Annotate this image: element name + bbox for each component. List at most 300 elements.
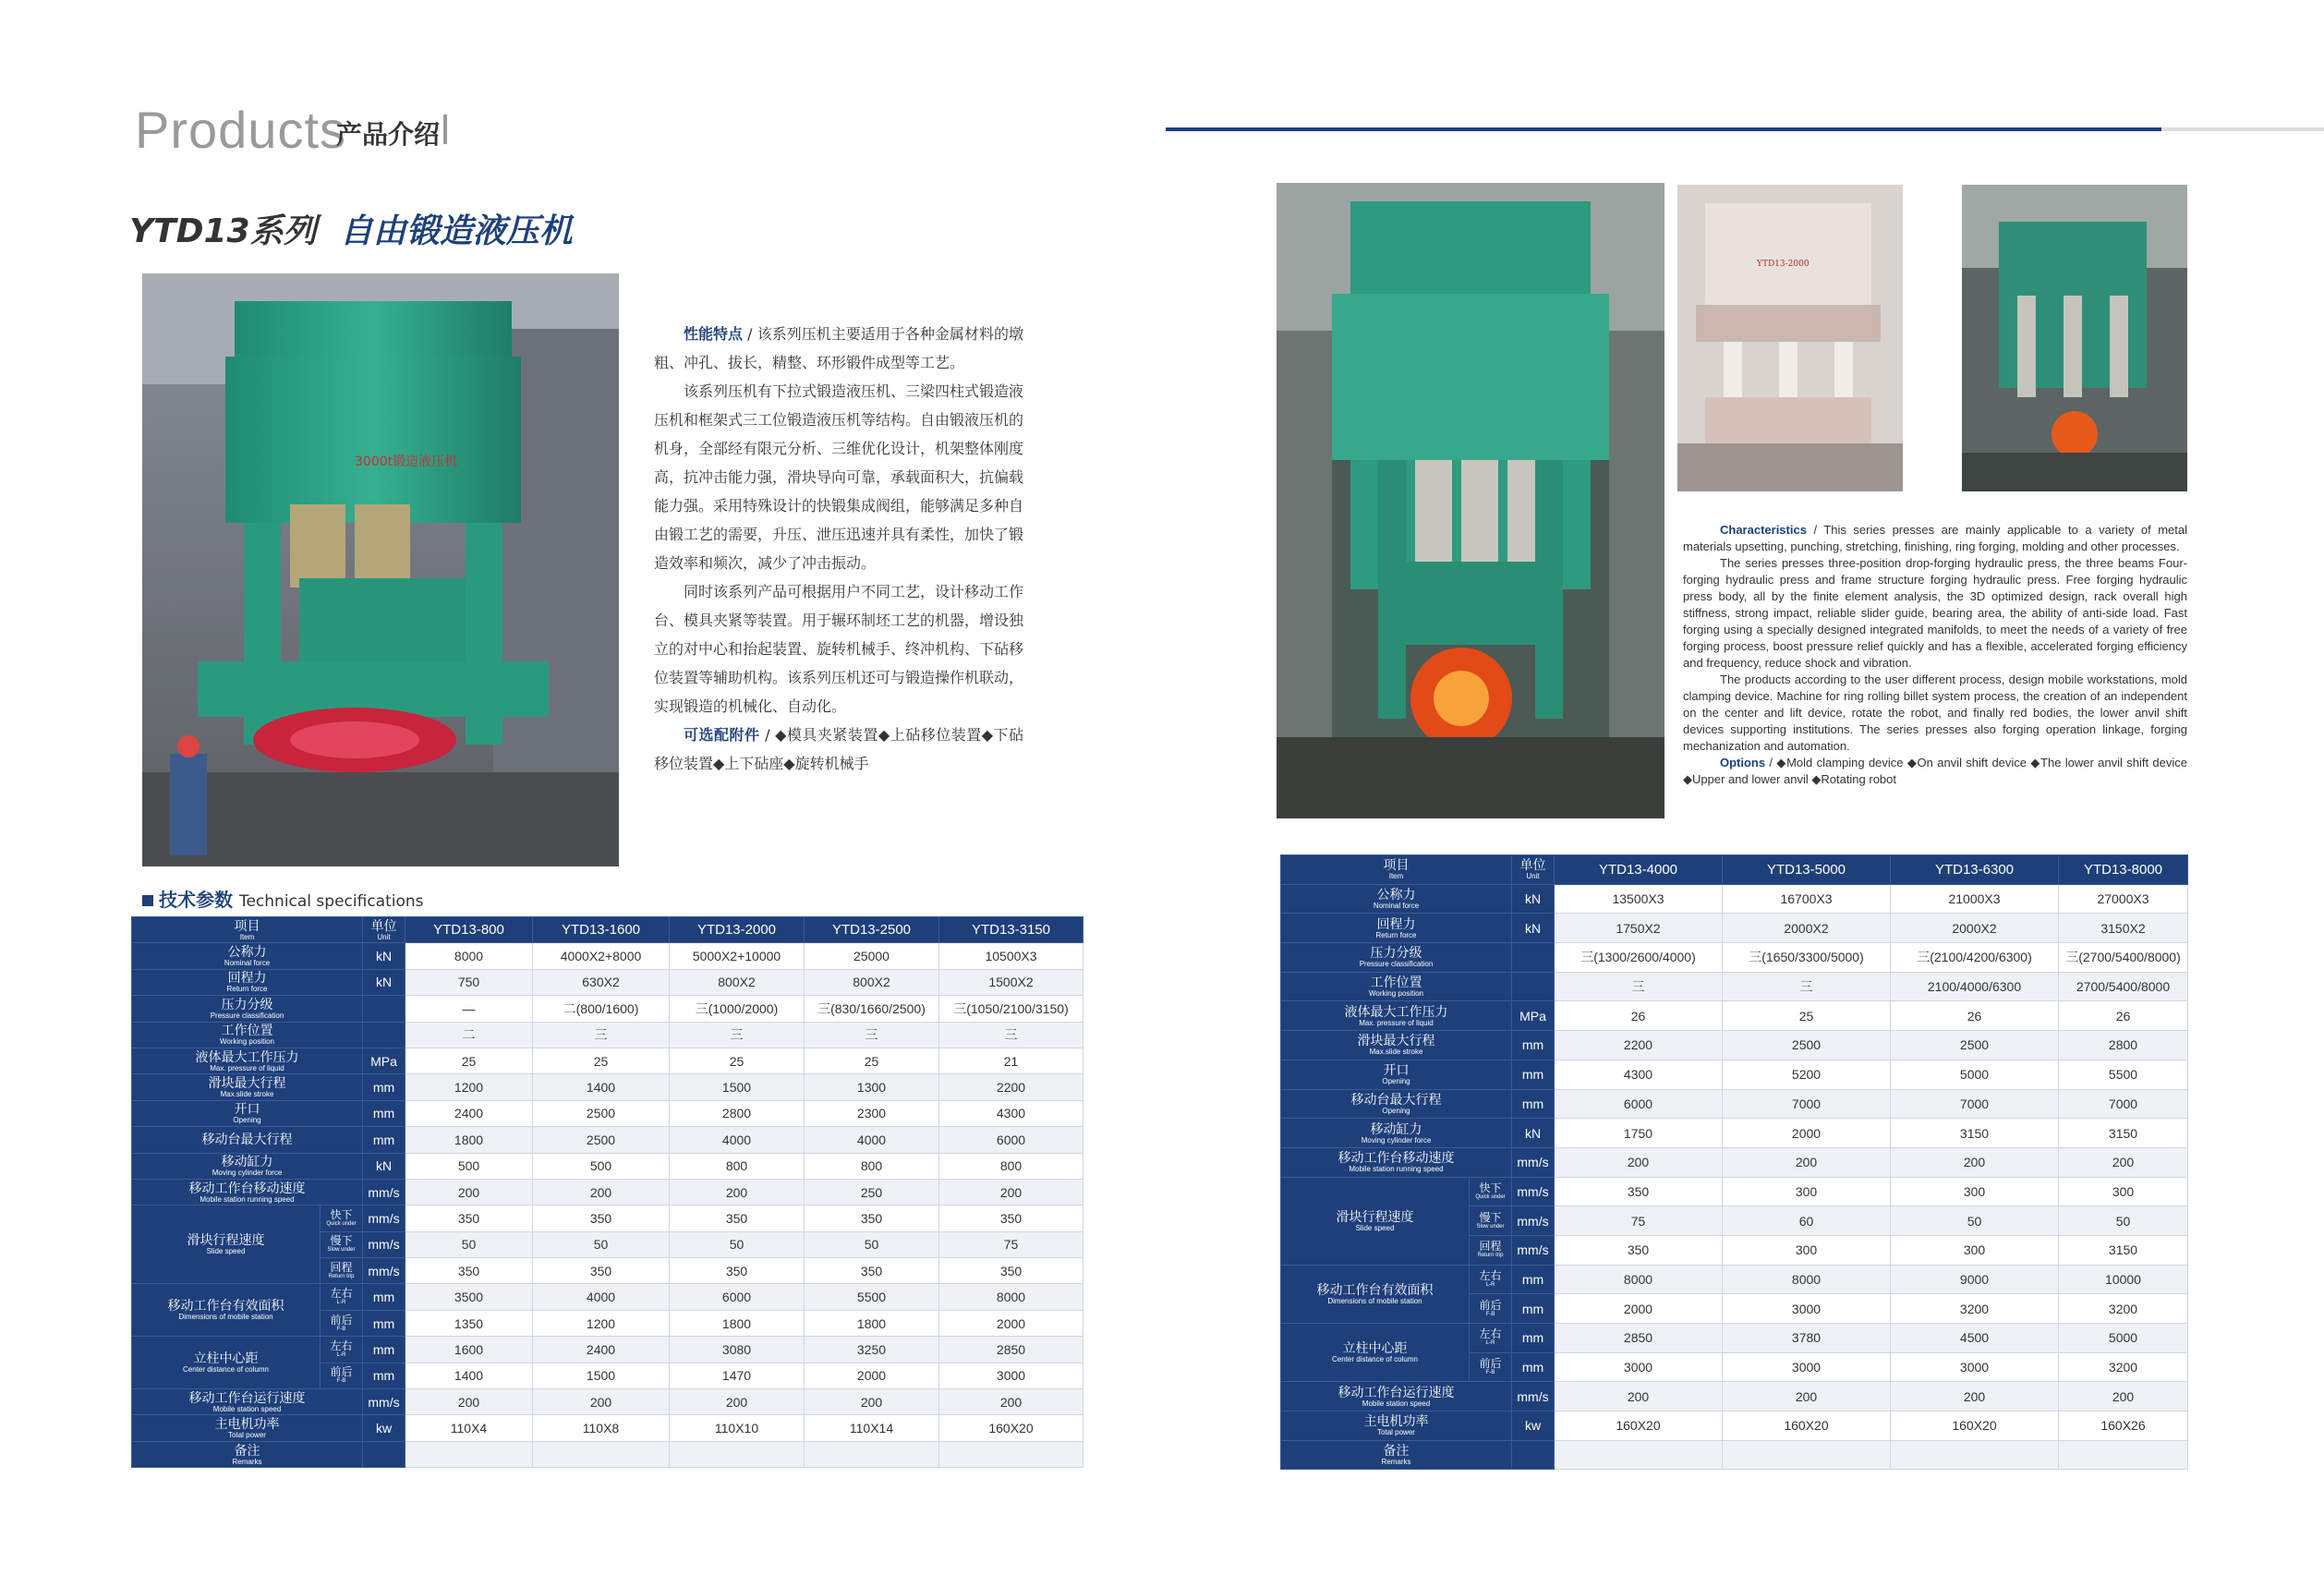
row-label-cn: 移动工作台移动速度 xyxy=(1338,1150,1455,1166)
model-header: YTD13-8000 xyxy=(2059,855,2188,885)
table-row xyxy=(132,1441,1083,1467)
spec-heading xyxy=(142,885,424,912)
row-label-cn: 左右 xyxy=(1479,1327,1502,1341)
unit-cell: mm xyxy=(363,1100,405,1126)
table-row xyxy=(1281,1001,2188,1031)
value-cell: 2400 xyxy=(533,1337,670,1363)
table-row xyxy=(1281,1324,2188,1353)
row-label-en: F-B xyxy=(336,1378,346,1385)
value-cell: 160X20 xyxy=(1723,1411,1891,1441)
value-cell: 75 xyxy=(1555,1206,1723,1236)
row-label-cn: 左右 xyxy=(330,1339,353,1352)
table-row xyxy=(132,996,1083,1022)
row-label-en: Max.slide stroke xyxy=(1369,1048,1423,1057)
value-cell: 4000 xyxy=(805,1127,939,1153)
value-cell: 800X2 xyxy=(670,969,805,995)
row-label-cn: 公称力 xyxy=(227,944,267,960)
row-label-en: Moving cylinder force xyxy=(1361,1135,1432,1145)
unit-cell: kN xyxy=(1512,914,1555,943)
value-cell: 160X26 xyxy=(2059,1411,2188,1441)
value-cell: 350 xyxy=(939,1205,1083,1231)
row-label-en: Moving cylinder force xyxy=(212,1169,283,1178)
value-cell: 300 xyxy=(1891,1177,2059,1206)
value-cell: 2000 xyxy=(939,1310,1083,1336)
row-label-en: Item xyxy=(1388,872,1404,881)
unit-cell: mm xyxy=(363,1337,405,1363)
value-cell: 350 xyxy=(670,1205,805,1231)
row-label-cn: 立柱中心距 xyxy=(1342,1340,1408,1356)
value-cell: 500 xyxy=(533,1153,670,1179)
row-label-cn: 快下 xyxy=(330,1207,353,1221)
value-cell: 200 xyxy=(1555,1382,1723,1411)
value-cell: 三(2100/4200/6300) xyxy=(1891,943,2059,973)
row-label-cn: 开口 xyxy=(234,1101,260,1117)
row-label-en: L-R xyxy=(1485,1340,1495,1347)
row-label-en: Working position xyxy=(1369,989,1423,999)
value-cell: 2200 xyxy=(939,1074,1083,1100)
value-cell: 200 xyxy=(1891,1382,2059,1411)
unit-cell: mm xyxy=(1512,1031,1555,1060)
value-cell: 6000 xyxy=(939,1127,1083,1153)
value-cell: 800X2 xyxy=(805,969,939,995)
model-header: YTD13-1600 xyxy=(533,917,670,943)
unit-cell: mm xyxy=(1512,1294,1555,1324)
value-cell: 3000 xyxy=(1891,1352,2059,1382)
value-cell: 110X4 xyxy=(405,1415,533,1441)
value-cell: 2000 xyxy=(805,1363,939,1388)
value-cell: 3150X2 xyxy=(2059,914,2188,943)
value-cell: 50 xyxy=(670,1231,805,1257)
value-cell: 9000 xyxy=(1891,1265,2059,1294)
model-header: YTD13-2000 xyxy=(670,917,805,943)
row-label-cn: 移动工作台运行速度 xyxy=(1338,1384,1455,1399)
row-label-en: F-B xyxy=(1485,1311,1495,1317)
row-label-en: Unit xyxy=(1526,872,1540,881)
table-row xyxy=(132,1415,1083,1441)
row-label-cn: 主电机功率 xyxy=(1363,1413,1429,1429)
unit-cell: mm/s xyxy=(363,1231,405,1257)
value-cell: 500 xyxy=(405,1153,533,1179)
row-label-cn: 回程力 xyxy=(227,970,267,986)
characteristics-p2: The series presses three-position drop-forging hydraulic press, the three beams Four-forging hydraulic press and frame structure forging hydraulic press. Free forging hydraulic press body, all by the finite element analysis, the 3D optimized design, rack overall high stiffness, strong impact, reliable slider guide, bearing area, the ability of anti-side load. Fast forging using a specially designed integrated manifolds, to meet the needs of a variety of free forging process, boost pressure relief quickly and has a flexible, accelerated forging efficiency and frequency, reduce shock and vibration. xyxy=(1683,556,2187,670)
value-cell: 60 xyxy=(1723,1206,1891,1236)
row-label-en: Nominal force xyxy=(1373,902,1420,911)
press-photo-right-2 xyxy=(1677,185,1903,491)
unit-cell: kN xyxy=(1512,884,1555,914)
value-cell: 1750X2 xyxy=(1555,914,1723,943)
unit-cell xyxy=(1512,943,1555,973)
table-row xyxy=(1281,1031,2188,1060)
table-row xyxy=(132,1284,1083,1310)
unit-cell xyxy=(363,996,405,1022)
value-cell: 1600 xyxy=(405,1337,533,1363)
unit-cell: mm/s xyxy=(363,1258,405,1284)
machine-label: 3000t锻造液压机 xyxy=(355,454,458,469)
table-row xyxy=(1281,1119,2188,1148)
table-row xyxy=(132,1389,1083,1415)
table-row xyxy=(132,1048,1083,1073)
unit-cell: mm xyxy=(363,1284,405,1310)
value-cell: 350 xyxy=(405,1205,533,1231)
characteristics-p3: The products according to the user different process, design mobile workstations, mold clamping device. Machine for ring rolling billet system process, the creation of an independent on the center and lift device, rotate the robot, and finally red bodies, the lower anvil shift devices supporting institutions. The series presses also forging operation linkage, forging mechanization and automation. xyxy=(1683,672,2187,753)
row-label-cn: 滑块行程速度 xyxy=(1336,1208,1414,1224)
unit-cell xyxy=(1512,1440,1555,1470)
unit-cell: mm xyxy=(1512,1060,1555,1089)
row-label-en: Center distance of column xyxy=(183,1365,269,1375)
value-cell: 2100/4000/6300 xyxy=(1891,972,2059,1001)
value-cell: 1500 xyxy=(670,1074,805,1100)
table-row xyxy=(1281,914,2188,943)
unit-cell: kN xyxy=(1512,1119,1555,1148)
row-label-en: Working position xyxy=(220,1037,274,1047)
value-cell: 1300 xyxy=(805,1074,939,1100)
value-cell: 1200 xyxy=(405,1074,533,1100)
row-label-en: Return force xyxy=(1375,930,1417,939)
row-label-en: L-R xyxy=(336,1351,346,1358)
value-cell: 200 xyxy=(2059,1382,2188,1411)
value-cell: 三 xyxy=(1555,972,1723,1001)
value-cell xyxy=(1891,1440,2059,1470)
unit-cell xyxy=(363,1441,405,1467)
kw-features: 性能特点 xyxy=(684,325,744,343)
table-row xyxy=(132,1074,1083,1100)
value-cell: 二(800/1600) xyxy=(533,996,670,1022)
header-rule-fade xyxy=(2161,127,2324,131)
table-row xyxy=(132,969,1083,995)
unit-cell: mm/s xyxy=(1512,1382,1555,1411)
sep: / xyxy=(1765,756,1777,769)
row-label-en: Pressure classification xyxy=(210,1011,284,1020)
value-cell: 160X20 xyxy=(1891,1411,2059,1441)
machine-label-2: YTD13-2000 xyxy=(1757,260,1810,269)
value-cell: 1350 xyxy=(405,1310,533,1336)
table-row xyxy=(1281,1147,2188,1177)
row-label-cn: 前后 xyxy=(1479,1298,1502,1312)
value-cell: 4000X2+8000 xyxy=(533,943,670,969)
unit-cell: mm/s xyxy=(363,1205,405,1231)
value-cell: 25 xyxy=(670,1048,805,1073)
characteristics-p1: This series presses are mainly applicable to a variety of metal materials upsetting, punching, stretching, finishing, ring forging, molding and other processes. xyxy=(1683,523,2188,553)
row-label-en: Return trip xyxy=(328,1273,355,1279)
row-label-cn: 移动工作台运行速度 xyxy=(188,1389,306,1405)
model-header: YTD13-800 xyxy=(405,917,533,943)
value-cell: 6000 xyxy=(1555,1089,1723,1119)
value-cell: 三(1000/2000) xyxy=(670,996,805,1022)
value-cell: 1200 xyxy=(533,1310,670,1336)
table-row xyxy=(1281,1060,2188,1089)
row-label-en: Max. pressure of liquid xyxy=(1359,1018,1434,1027)
row-label-en: Remarks xyxy=(232,1457,262,1466)
value-cell: 5500 xyxy=(2059,1060,2188,1089)
row-label-cn: 备注 xyxy=(1383,1443,1410,1459)
row-label-en: Mobile station running speed xyxy=(1349,1165,1444,1174)
row-label-cn: 回程力 xyxy=(1376,915,1416,931)
value-cell: 350 xyxy=(805,1205,939,1231)
value-cell: 8000 xyxy=(939,1284,1083,1310)
sep: / xyxy=(743,325,757,343)
value-cell: 350 xyxy=(939,1258,1083,1284)
table-row xyxy=(132,1205,1083,1231)
value-cell: 2500 xyxy=(1723,1031,1891,1060)
table-row xyxy=(132,943,1083,969)
value-cell: 300 xyxy=(1723,1235,1891,1265)
value-cell: 3200 xyxy=(1891,1294,2059,1324)
row-label-cn: 前后 xyxy=(330,1365,353,1379)
table-header-row xyxy=(132,917,1083,943)
value-cell: 3000 xyxy=(939,1363,1083,1388)
value-cell: 200 xyxy=(1555,1147,1723,1177)
row-label-cn: 移动台最大行程 xyxy=(201,1132,293,1147)
value-cell: 1800 xyxy=(405,1127,533,1153)
value-cell: 5000 xyxy=(2059,1324,2188,1353)
row-label-en: Total power xyxy=(228,1431,266,1440)
row-label-en: Opening xyxy=(1382,1077,1410,1086)
table-row xyxy=(1281,884,2188,914)
value-cell xyxy=(405,1441,533,1467)
row-label-cn: 单位 xyxy=(370,917,397,933)
unit-cell: kw xyxy=(1512,1411,1555,1441)
model-header: YTD13-3150 xyxy=(939,917,1083,943)
value-cell: 21 xyxy=(939,1048,1083,1073)
row-label-en: Slide speed xyxy=(206,1247,246,1256)
value-cell: 5200 xyxy=(1723,1060,1891,1089)
value-cell: 1470 xyxy=(670,1363,805,1388)
row-label-cn: 工作位置 xyxy=(1370,975,1422,990)
kw-options-en: Options xyxy=(1720,756,1766,769)
row-label-en: Dimensions of mobile station xyxy=(178,1313,273,1322)
value-cell: 200 xyxy=(533,1179,670,1205)
row-label-cn: 立柱中心距 xyxy=(193,1351,259,1366)
row-label-en: Nominal force xyxy=(224,959,271,968)
value-cell: 4000 xyxy=(533,1284,670,1310)
table-row xyxy=(1281,1089,2188,1119)
value-cell: 3150 xyxy=(1891,1119,2059,1148)
value-cell: 50 xyxy=(1891,1206,2059,1236)
row-label-cn: 压力分级 xyxy=(221,996,273,1012)
value-cell: 2000X2 xyxy=(1891,914,2059,943)
features-cn xyxy=(654,320,1023,778)
value-cell: 200 xyxy=(405,1389,533,1415)
value-cell: 3080 xyxy=(670,1337,805,1363)
row-label-en: Remarks xyxy=(1381,1458,1411,1467)
row-label-cn: 前后 xyxy=(330,1313,353,1327)
value-cell: 3000 xyxy=(1555,1352,1723,1382)
row-label-cn: 公称力 xyxy=(1376,887,1416,903)
unit-cell: mm/s xyxy=(1512,1147,1555,1177)
value-cell: 5500 xyxy=(805,1284,939,1310)
value-cell: 800 xyxy=(805,1153,939,1179)
value-cell: 3000 xyxy=(1723,1352,1891,1382)
value-cell: 160X20 xyxy=(1555,1411,1723,1441)
options-list-en: ◆Mold clamping device ◆On anvil shift device ◆The lower anvil shift device ◆Upper and lower anvil ◆Rotating robot xyxy=(1683,756,2187,786)
value-cell xyxy=(939,1441,1083,1467)
press-photo-left xyxy=(142,273,619,866)
value-cell: 200 xyxy=(405,1179,533,1205)
value-cell: 二 xyxy=(405,1022,533,1048)
row-label-en: Max.slide stroke xyxy=(220,1090,274,1099)
table-row xyxy=(132,1153,1083,1179)
unit-cell: kw xyxy=(363,1415,405,1441)
value-cell: 200 xyxy=(670,1389,805,1415)
value-cell: 8000 xyxy=(1723,1265,1891,1294)
value-cell: 25 xyxy=(533,1048,670,1073)
row-label-en: Quick under xyxy=(1475,1193,1506,1200)
value-cell: 300 xyxy=(1891,1235,2059,1265)
row-label-cn: 移动工作台有效面积 xyxy=(1316,1281,1434,1297)
value-cell: 三(1650/3300/5000) xyxy=(1723,943,1891,973)
value-cell: 2300 xyxy=(805,1100,939,1126)
value-cell: 2400 xyxy=(405,1100,533,1126)
header-rule xyxy=(1166,127,2161,131)
row-label-cn: 开口 xyxy=(1383,1062,1410,1078)
row-label-cn: 移动台最大行程 xyxy=(1350,1091,1442,1107)
value-cell: 3000 xyxy=(1723,1294,1891,1324)
value-cell: 1400 xyxy=(405,1363,533,1388)
unit-cell: mm/s xyxy=(363,1389,405,1415)
row-label-en: L-R xyxy=(1485,1281,1495,1288)
value-cell: 5000 xyxy=(1891,1060,2059,1089)
unit-cell: mm xyxy=(1512,1352,1555,1382)
row-label-cn: 移动工作台有效面积 xyxy=(167,1298,284,1314)
value-cell: 26 xyxy=(1891,1001,2059,1031)
row-label-cn: 前后 xyxy=(1479,1357,1502,1371)
value-cell xyxy=(533,1441,670,1467)
unit-cell: kN xyxy=(363,943,405,969)
value-cell: 50 xyxy=(405,1231,533,1257)
value-cell: 2800 xyxy=(670,1100,805,1126)
model-header: YTD13-4000 xyxy=(1555,855,1723,885)
value-cell: 25000 xyxy=(805,943,939,969)
value-cell: 110X14 xyxy=(805,1415,939,1441)
unit-cell: mm xyxy=(1512,1265,1555,1294)
value-cell: 2200 xyxy=(1555,1031,1723,1060)
value-cell: 三 xyxy=(1723,972,1891,1001)
value-cell: 4300 xyxy=(1555,1060,1723,1089)
value-cell xyxy=(1555,1440,1723,1470)
features-p3: 同时该系列产品可根据用户不同工艺，设计移动工作台、模具夹紧等装置。用于辗环制坯工艺的机器，增设独立的对中心和抬起装置、旋转机械手、终冲机构、下砧移位装置等辅助机构。该系列压机还可与锻造操作机联动，实现锻造的机械化、自动化。 xyxy=(654,583,1024,715)
row-label-cn: 左右 xyxy=(330,1287,353,1301)
value-cell: 250 xyxy=(805,1179,939,1205)
value-cell: 1500 xyxy=(533,1363,670,1388)
unit-cell xyxy=(363,1022,405,1048)
row-label-cn: 项目 xyxy=(234,917,260,933)
spec-table-right xyxy=(1280,854,2188,1470)
row-label-cn: 快下 xyxy=(1479,1181,1502,1194)
value-cell: 50 xyxy=(805,1231,939,1257)
value-cell: 300 xyxy=(2059,1177,2188,1206)
value-cell: 2500 xyxy=(1891,1031,2059,1060)
row-label-en: L-R xyxy=(336,1300,346,1306)
row-label-cn: 液体最大工作压力 xyxy=(1344,1003,1448,1019)
value-cell: 3250 xyxy=(805,1337,939,1363)
value-cell: 200 xyxy=(533,1389,670,1415)
value-cell xyxy=(670,1441,805,1467)
value-cell: 26 xyxy=(2059,1001,2188,1031)
value-cell: 7000 xyxy=(1891,1089,2059,1119)
row-label-en: Dimensions of mobile station xyxy=(1327,1296,1422,1305)
table-row xyxy=(132,1127,1083,1153)
value-cell: 200 xyxy=(2059,1147,2188,1177)
value-cell: 350 xyxy=(533,1205,670,1231)
table-row xyxy=(1281,1382,2188,1411)
model-header: YTD13-2500 xyxy=(805,917,939,943)
row-label-en: Slow under xyxy=(1476,1223,1505,1230)
row-label-cn: 回程 xyxy=(1479,1240,1502,1254)
row-label-en: Pressure classification xyxy=(1359,960,1434,969)
unit-cell xyxy=(1512,972,1555,1001)
value-cell: 350 xyxy=(670,1258,805,1284)
value-cell xyxy=(2059,1440,2188,1470)
value-cell: 1800 xyxy=(670,1310,805,1336)
unit-cell: kN xyxy=(363,969,405,995)
value-cell: 1750 xyxy=(1555,1119,1723,1148)
value-cell: 21000X3 xyxy=(1891,884,2059,914)
row-label-cn: 回程 xyxy=(330,1260,353,1274)
kw-characteristics: Characteristics xyxy=(1720,523,1807,537)
table-header-row xyxy=(1281,855,2188,885)
row-label-cn: 项目 xyxy=(1383,857,1410,873)
row-label-cn: 慢下 xyxy=(330,1234,353,1248)
value-cell: 350 xyxy=(1555,1177,1723,1206)
title-series: YTD13系列 xyxy=(129,212,317,250)
table-row xyxy=(1281,1411,2188,1441)
value-cell: 630X2 xyxy=(533,969,670,995)
unit-cell: mm xyxy=(363,1310,405,1336)
table-row xyxy=(132,1022,1083,1048)
value-cell: 三 xyxy=(533,1022,670,1048)
unit-cell: mm/s xyxy=(363,1179,405,1205)
unit-cell: MPa xyxy=(363,1048,405,1073)
value-cell: 4300 xyxy=(939,1100,1083,1126)
value-cell: 350 xyxy=(533,1258,670,1284)
value-cell: 50 xyxy=(2059,1206,2188,1236)
features-en xyxy=(1683,522,2187,788)
value-cell: 110X10 xyxy=(670,1415,805,1441)
table-row xyxy=(1281,1177,2188,1206)
unit-cell: mm/s xyxy=(1512,1235,1555,1265)
value-cell: 110X8 xyxy=(533,1415,670,1441)
value-cell: 2000 xyxy=(1555,1294,1723,1324)
value-cell: 26 xyxy=(1555,1001,1723,1031)
row-label-en: Mobile station speed xyxy=(212,1404,282,1413)
value-cell: 1400 xyxy=(533,1074,670,1100)
value-cell: 200 xyxy=(1723,1147,1891,1177)
value-cell: 8000 xyxy=(405,943,533,969)
value-cell: 50 xyxy=(533,1231,670,1257)
row-label-cn: 左右 xyxy=(1479,1268,1502,1282)
row-label-en: Mobile station running speed xyxy=(200,1194,295,1204)
value-cell: 2700/5400/8000 xyxy=(2059,972,2188,1001)
value-cell: 10500X3 xyxy=(939,943,1083,969)
press-photo-right-main xyxy=(1277,183,1664,818)
row-label-en: Max. pressure of liquid xyxy=(210,1063,284,1072)
table-row xyxy=(1281,972,2188,1001)
value-cell: 160X20 xyxy=(939,1415,1083,1441)
value-cell: 27000X3 xyxy=(2059,884,2188,914)
row-label-en: Mobile station speed xyxy=(1362,1399,1431,1408)
row-label-en: F-B xyxy=(336,1326,346,1332)
row-label-cn: 移动缸力 xyxy=(221,1154,273,1169)
unit-cell: mm/s xyxy=(1512,1206,1555,1236)
value-cell: 6000 xyxy=(670,1284,805,1310)
value-cell: 三 xyxy=(939,1022,1083,1048)
value-cell: 200 xyxy=(1891,1147,2059,1177)
options-list: ◆模具夹紧装置◆上砧移位装置◆下砧移位装置◆上下砧座◆旋转机械手 xyxy=(654,726,1023,772)
value-cell: 200 xyxy=(939,1389,1083,1415)
model-header: YTD13-5000 xyxy=(1723,855,1891,885)
unit-cell: mm xyxy=(363,1074,405,1100)
row-label-en: Unit xyxy=(377,932,391,941)
